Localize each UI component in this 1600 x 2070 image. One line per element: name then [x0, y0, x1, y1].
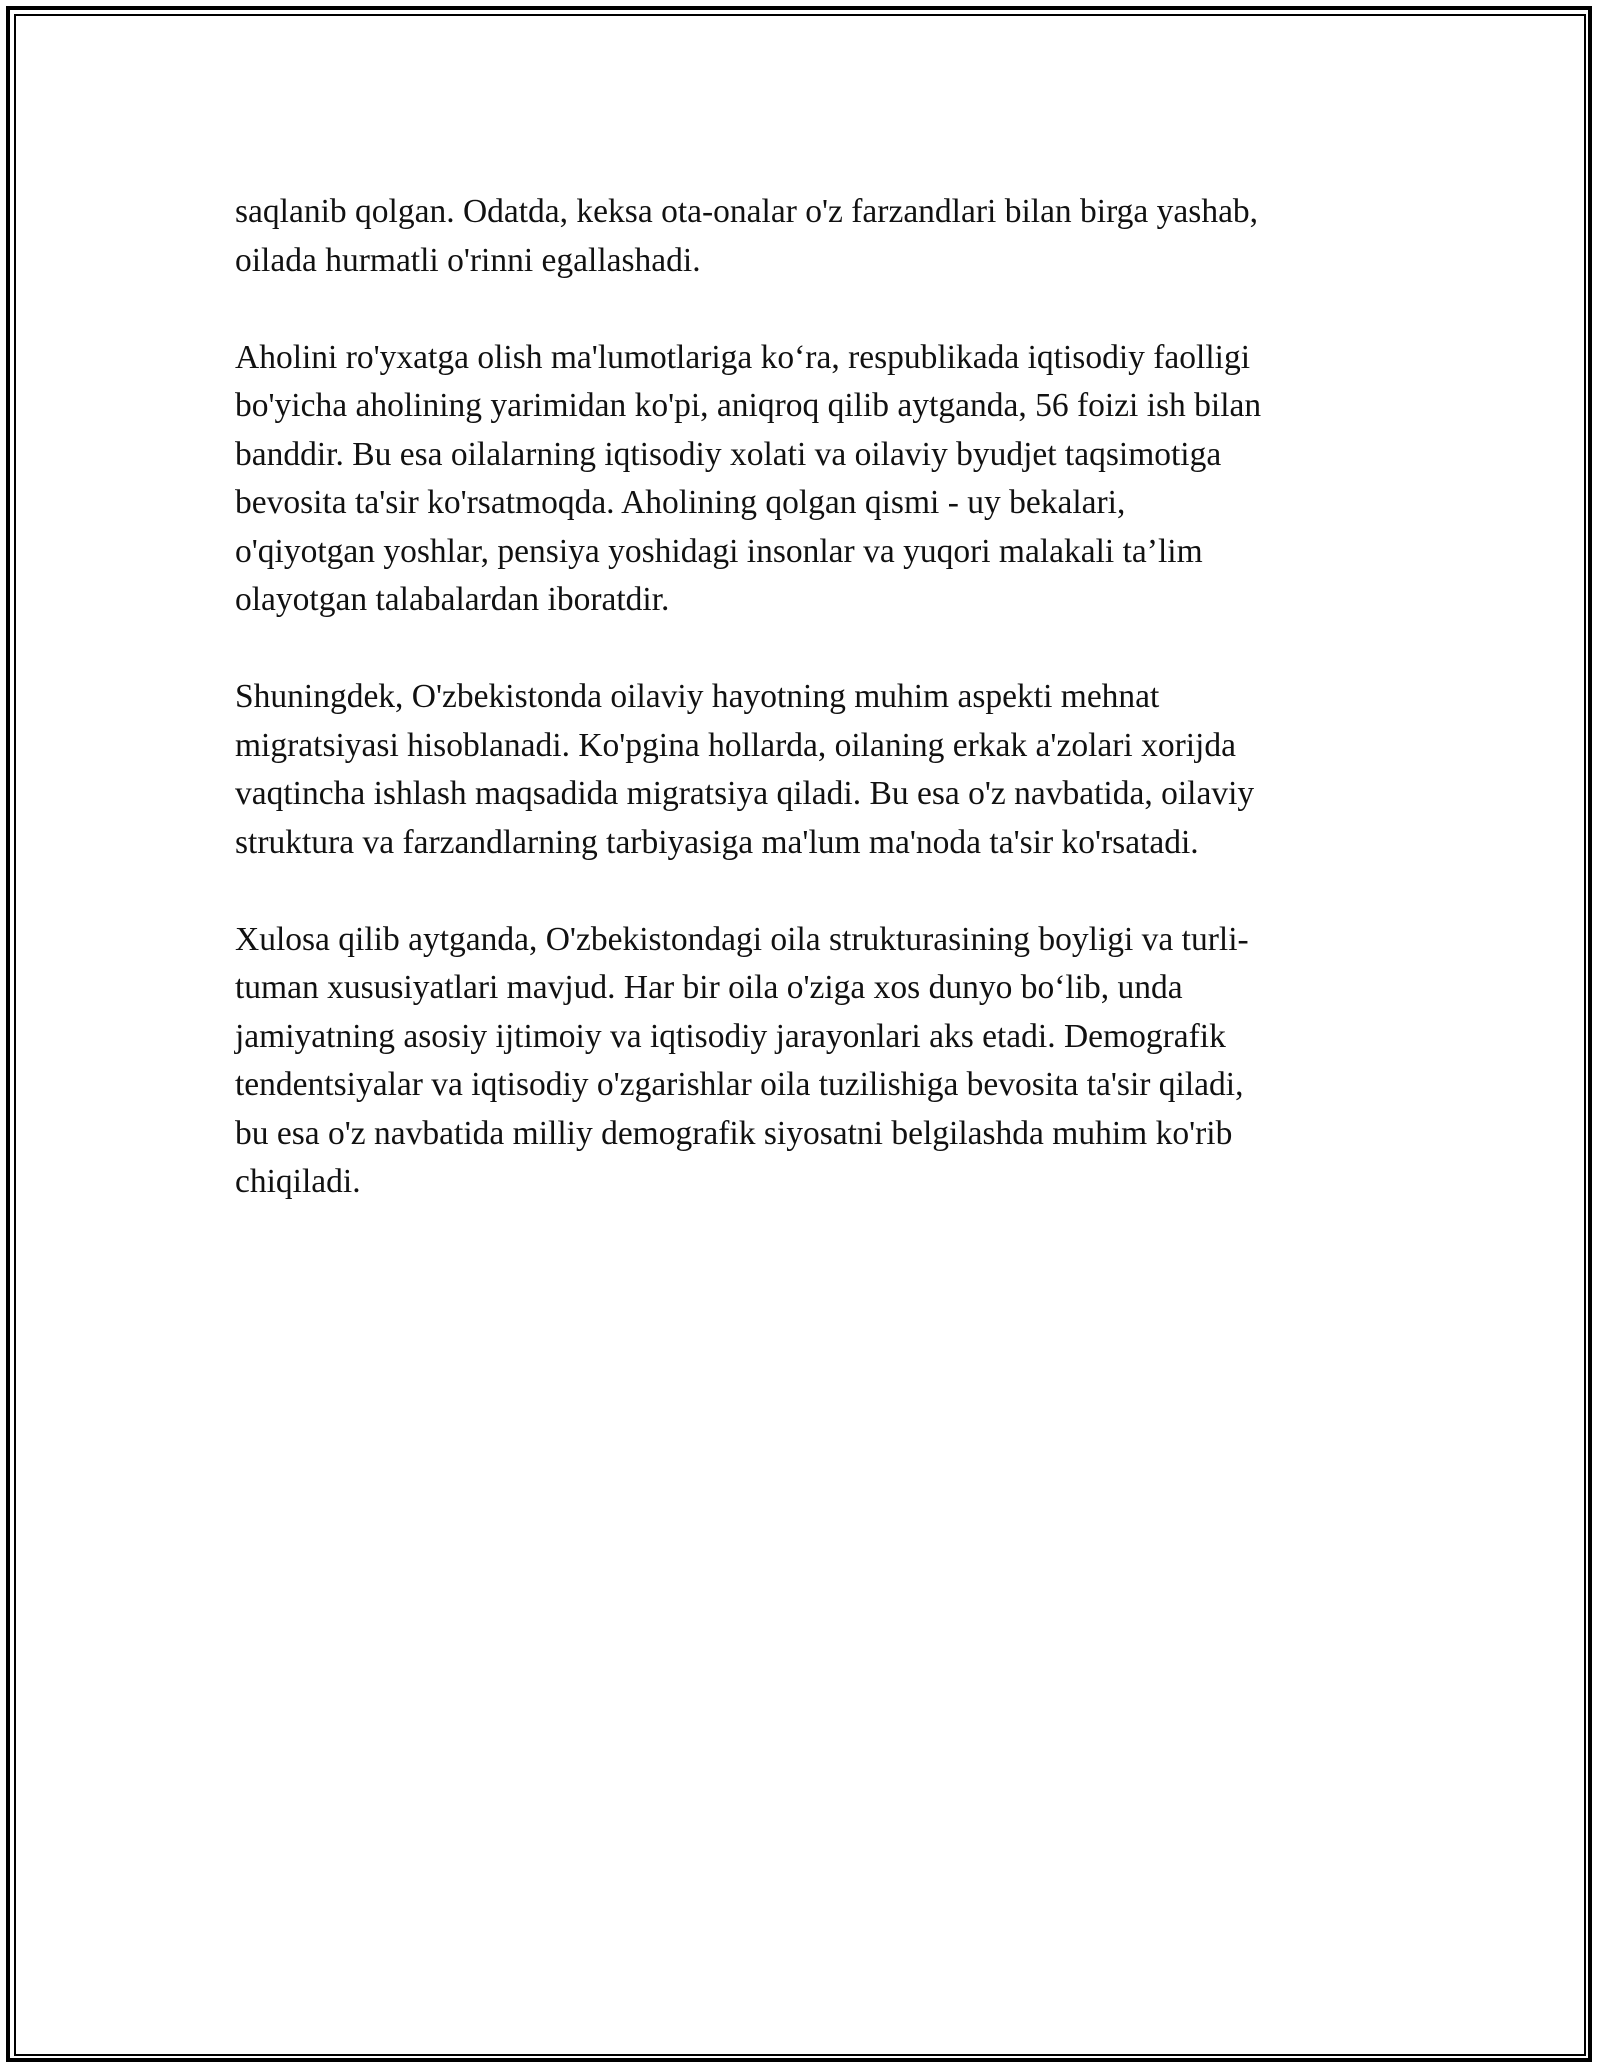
text-line: bu esa o'z navbatida milliy demografik siyosatni belgilashda muhim ko'rib	[235, 1114, 1233, 1152]
text-line: chiqiladi.	[235, 1163, 361, 1200]
text-line: jamiyatning asosiy ijtimoiy va iqtisodiy jarayonlari aks etadi. Demografik	[235, 1017, 1226, 1055]
text-line: bo'yicha aholining yarimidan ko'pi, aniqroq qilib aytganda, 56 foizi ish bilan	[235, 387, 1262, 424]
text-line: struktura va farzandlarning tarbiyasiga ma'lum ma'noda ta'sir ko'rsatadi.	[235, 823, 1199, 861]
text-line: Xulosa qilib aytganda, O'zbekistondagi oila strukturasining boyligi va turli-	[235, 920, 1249, 958]
text-line: bevosita ta'sir ko'rsatmoqda. Aholining qolgan qismi - uy bekalari,	[235, 484, 1126, 521]
paragraph-conclusion	[235, 916, 1365, 1207]
paragraph-family-elders	[235, 188, 1365, 285]
text-line: tendentsiyalar va iqtisodiy o'zgarishlar oila tuzilishiga bevosita ta'sir qiladi,	[235, 1066, 1244, 1103]
paragraph-census-employment	[235, 334, 1365, 625]
text-line: Aholini ro'yxatga olish ma'lumotlariga ko‘ra, respublikada iqtisodiy faolligi	[235, 338, 1251, 376]
text-line: olayotgan talabalardan iboratdir.	[235, 581, 670, 618]
text-line: banddir. Bu esa oilalarning iqtisodiy xolati va oilaviy byudjet taqsimotiga	[235, 435, 1222, 473]
text-line: migratsiyasi hisoblanadi. Ko'pgina hollarda, oilaning erkak a'zolari xorijda	[235, 726, 1236, 764]
text-line: vaqtincha ishlash maqsadida migratsiya qiladi. Bu esa o'z navbatida, oilaviy	[235, 775, 1255, 812]
text-line: oilada hurmatli o'rinni egallashadi.	[235, 241, 701, 279]
text-line: saqlanib qolgan. Odatda, keksa ota-onalar o'z farzandlari bilan birga yashab,	[235, 193, 1259, 230]
document-body	[235, 188, 1365, 1255]
paragraph-labor-migration	[235, 673, 1365, 867]
text-line: o'qiyotgan yoshlar, pensiya yoshidagi insonlar va yuqori malakali ta’lim	[235, 532, 1203, 570]
text-line: tuman xususiyatlari mavjud. Har bir oila o'ziga xos dunyo bo‘lib, unda	[235, 969, 1183, 1006]
text-line: Shuningdek, O'zbekistonda oilaviy hayotning muhim aspekti mehnat	[235, 678, 1160, 715]
